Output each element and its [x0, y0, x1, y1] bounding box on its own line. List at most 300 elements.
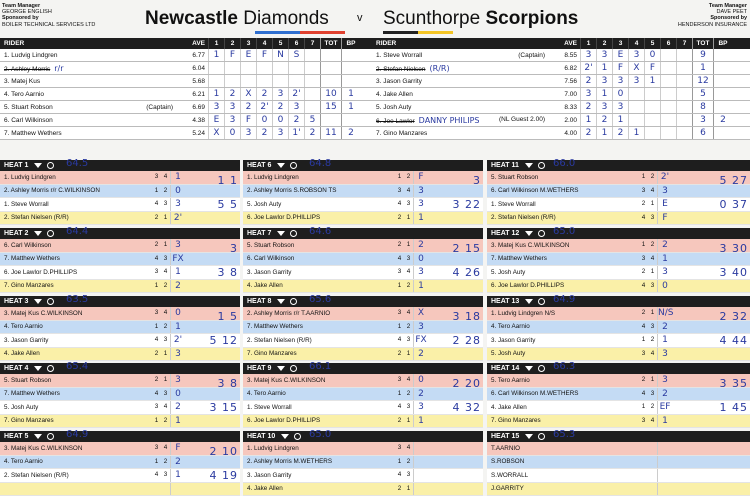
heat-rider-name: 6. Carl Wilkinson M.WETHERS	[487, 187, 639, 194]
heat-score-cell: 3	[580, 88, 596, 100]
heat-score-cell: 3	[272, 88, 288, 100]
heat-time: 65.6	[309, 294, 331, 305]
heat-rider-name: 1. Ludvig Lindgren	[243, 445, 395, 452]
heat-rider-score: 3	[413, 401, 428, 414]
heat-rider-name: 6. Carl Wilkinson	[0, 242, 152, 249]
heat-card	[243, 160, 483, 224]
heat-rider-name: 1. Steve Worrall	[243, 404, 395, 411]
heat-rider-name: 7. Gino Manzares	[0, 282, 152, 289]
heat-rider-score: 3	[657, 374, 672, 387]
heat-header	[243, 228, 483, 239]
heat-score-cell: 2	[272, 101, 288, 113]
heat-rider-name: 3. Jason Garrity	[0, 337, 152, 344]
heat-rider-score: 3	[657, 185, 672, 198]
rider-row	[372, 75, 750, 88]
rider-name-cell	[0, 52, 175, 59]
heat-rider-row	[243, 348, 483, 362]
heat-header	[243, 296, 483, 307]
clock-icon	[47, 162, 54, 169]
heat-rider-row	[487, 307, 750, 321]
rider-name: 1. Steve Worrall	[376, 52, 422, 59]
heat-score-cell: 3	[288, 101, 304, 113]
gate-number: 2	[395, 212, 404, 225]
heat-label: HEAT 7	[247, 230, 271, 237]
heat-score-cell	[628, 88, 644, 100]
heat-score-cell: 5	[304, 114, 320, 126]
heat-rider-score: 2'	[170, 212, 185, 225]
gate-number: 4	[639, 280, 648, 293]
gate-number: 3	[404, 401, 413, 414]
rider-bonus-points	[713, 101, 732, 113]
dropdown-triangle-icon	[34, 163, 42, 168]
heat-rider-score	[657, 469, 672, 482]
heat-score-cell: F	[224, 49, 240, 61]
clock-icon	[47, 365, 54, 372]
heat-rider-row	[487, 483, 750, 496]
heat-rider-name: 4. Tero Aarnio	[0, 323, 152, 330]
gate-number: 2	[395, 483, 404, 496]
gate-number: 3	[639, 253, 648, 266]
heat-rider-row	[243, 442, 483, 456]
gate-number: 3	[404, 198, 413, 211]
heat-rider-row	[0, 442, 240, 456]
rider-row	[0, 114, 374, 127]
heat-score-cell	[304, 75, 320, 87]
heat-rider-score	[657, 483, 672, 496]
rider-row	[372, 114, 750, 127]
heat-score-cell: 1	[596, 62, 612, 74]
heat-rider-score: 1	[170, 266, 185, 279]
gate-number: 3	[152, 266, 161, 279]
rider-bonus-points	[341, 114, 360, 126]
heat-score-cell	[644, 127, 660, 139]
heat-rider-row	[0, 171, 240, 185]
heat-rider-row	[0, 239, 240, 253]
heat-rider-score: F	[170, 442, 185, 455]
gate-number: 2	[639, 307, 648, 320]
heat-away-total: 4 19	[210, 469, 239, 482]
heat-rider-row	[0, 253, 240, 267]
heat-away-total: 1 45	[720, 401, 749, 414]
heat-score-cell: X	[240, 88, 256, 100]
heat-rider-score	[657, 442, 672, 455]
heat-card	[243, 363, 483, 427]
rider-total: 15	[320, 101, 341, 113]
rider-average: 6.21	[175, 91, 208, 98]
gate-number: 4	[152, 253, 161, 266]
heat-column-header-6: 6	[288, 38, 304, 49]
heat-rider-name: 2. Stefan Nielsen (R/R)	[0, 214, 152, 221]
heat-rider-score: 2	[657, 388, 672, 401]
heat-score-cell: 1	[580, 114, 596, 126]
heat-rider-score: 2	[413, 239, 428, 252]
rider-average: 7.56	[547, 78, 580, 85]
gate-number: 4	[161, 307, 170, 320]
heat-rider-score: 3	[170, 374, 185, 387]
heat-rider-name: 6. Carl Wilkinson	[243, 255, 395, 262]
heat-rider-row	[487, 415, 750, 429]
home-sponsor-name: BOILER TECHNICAL SERVICES LTD	[2, 22, 95, 28]
rider-bonus-points	[341, 75, 360, 87]
heat-rider-row	[0, 334, 240, 348]
rider-name-cell	[0, 91, 175, 98]
heat-score-cell: 2'	[288, 88, 304, 100]
rider-name: 2. Ashley Morris	[4, 66, 50, 73]
rider-average: 5.24	[175, 130, 208, 137]
away-manager-block	[678, 3, 747, 28]
heat-away-total: 3 22	[453, 198, 482, 211]
heat-score-cell: 3	[612, 75, 628, 87]
heat-score-cell: 1	[208, 49, 224, 61]
heat-home-total: 3 35	[720, 377, 749, 390]
rider-row	[372, 88, 750, 101]
gate-number: 1	[648, 374, 657, 387]
rider-column-header: RIDER	[372, 40, 547, 47]
gate-number: 4	[648, 415, 657, 428]
rider-total: 9	[692, 49, 713, 61]
heat-rider-name: 3. Matej Kus C.WILKINSON	[0, 445, 152, 452]
heat-rider-score: E	[657, 198, 672, 211]
heat-rider-name: 5. Josh Auty	[487, 269, 639, 276]
heat-rider-row	[487, 239, 750, 253]
heat-time: 65.0	[553, 226, 575, 237]
gate-number: 4	[161, 266, 170, 279]
heat-score-cell: 1	[596, 127, 612, 139]
heat-score-cell: 2	[580, 75, 596, 87]
heat-rider-name: 4. Tero Aarnio	[243, 390, 395, 397]
heat-score-cell	[676, 62, 692, 74]
rider-bonus-points: 2	[713, 114, 732, 126]
heat-rider-score: 1	[657, 415, 672, 428]
dropdown-triangle-icon	[281, 434, 289, 439]
heat-rider-row	[243, 401, 483, 415]
heat-score-cell	[288, 75, 304, 87]
gate-number	[639, 442, 648, 455]
rider-name-cell	[0, 117, 175, 124]
heat-rider-row	[0, 185, 240, 199]
heat-score-cell: 0	[272, 114, 288, 126]
gate-number: 2	[648, 401, 657, 414]
heat-rider-name: 3. Matej Kus C.WILKINSON	[487, 242, 639, 249]
gate-number: 2	[395, 415, 404, 428]
heat-score-cell	[660, 101, 676, 113]
heat-rider-name: 7. Matthew Wethers	[0, 255, 152, 262]
gate-number: 3	[648, 212, 657, 225]
rider-table-header	[372, 38, 750, 49]
heat-card	[0, 363, 240, 427]
rider-bonus-points: 2	[341, 127, 360, 139]
heat-rider-name: 7. Gino Manzares	[487, 417, 639, 424]
heat-rider-row	[243, 415, 483, 429]
rider-row	[372, 127, 750, 140]
heat-rider-row	[243, 374, 483, 388]
heat-score-cell	[644, 114, 660, 126]
heat-rider-name: 5. Josh Auty	[0, 404, 152, 411]
gate-number: 2	[648, 239, 657, 252]
dropdown-triangle-icon	[525, 163, 533, 168]
rider-name: 6. Joe Lawlor	[376, 118, 415, 125]
heat-column-header-7: 7	[304, 38, 320, 49]
heat-rider-score: 3	[657, 266, 672, 279]
heat-card	[487, 296, 750, 360]
rider-average: 2.00	[547, 117, 580, 124]
heat-score-cell: F	[644, 62, 660, 74]
gate-number: 3	[161, 198, 170, 211]
gate-number: 1	[161, 374, 170, 387]
heat-score-cell	[660, 62, 676, 74]
rider-average: 5.68	[175, 78, 208, 85]
heat-header	[243, 160, 483, 171]
heat-header	[487, 160, 750, 171]
gate-number: 2	[648, 334, 657, 347]
gate-number: 4	[395, 401, 404, 414]
heat-score-cell	[224, 75, 240, 87]
heat-column-header-5: 5	[644, 38, 660, 49]
away-team-name: Scorpions	[485, 8, 578, 29]
heat-card	[243, 296, 483, 360]
heat-rider-row	[243, 469, 483, 483]
gate-number: 1	[152, 321, 161, 334]
heat-rider-score: X	[413, 307, 428, 320]
heat-score-cell: 2	[256, 127, 272, 139]
clock-icon	[538, 298, 545, 305]
rider-column-header: RIDER	[0, 40, 175, 47]
heat-card	[487, 431, 750, 495]
rider-name: 6. Carl Wilkinson	[4, 117, 53, 124]
heat-away-total: 3 8	[218, 266, 239, 279]
heat-label: HEAT 13	[491, 298, 519, 305]
heat-score-cell: 3	[580, 49, 596, 61]
home-sponsor-label: Sponsored by	[2, 15, 95, 21]
heat-rider-row	[0, 374, 240, 388]
gate-number: 3	[152, 171, 161, 184]
gate-number: 1	[639, 171, 648, 184]
heat-time: 66.1	[309, 361, 331, 372]
heat-time: 65.4	[66, 361, 88, 372]
heat-rider-name: 2. Ashley Morris r/r C.WILKINSON	[0, 187, 152, 194]
gate-number: 1	[395, 388, 404, 401]
away-rider-table	[372, 38, 750, 140]
gate-number: 1	[395, 171, 404, 184]
away-manager-label: Team Manager	[678, 3, 747, 9]
heat-rider-score: 3	[170, 239, 185, 252]
clock-icon	[290, 162, 297, 169]
heat-rider-row	[243, 239, 483, 253]
heat-score-cell: N	[272, 49, 288, 61]
heat-score-cell	[272, 75, 288, 87]
clock-icon	[538, 230, 545, 237]
heat-rider-name: 5. Stuart Robson	[0, 377, 152, 384]
heat-rider-score: 0	[170, 388, 185, 401]
heat-score-cell: 3	[208, 101, 224, 113]
heat-rider-row	[243, 483, 483, 496]
heat-rider-name: 4. Jake Allen	[0, 350, 152, 357]
rider-total	[320, 49, 341, 61]
heat-rider-score: F	[413, 171, 428, 184]
rider-name: 1. Ludvig Lindgren	[4, 52, 58, 59]
heat-score-cell: 3	[224, 114, 240, 126]
heat-rider-row	[243, 171, 483, 185]
heat-time: 64.8	[309, 158, 331, 169]
heat-rider-row	[487, 334, 750, 348]
gate-number	[152, 483, 161, 496]
rider-total: 5	[692, 88, 713, 100]
heat-score-cell	[256, 75, 272, 87]
heat-score-cell	[660, 114, 676, 126]
heat-rider-name: 4. Jake Allen	[487, 404, 639, 411]
heat-rider-score: 1	[657, 253, 672, 266]
dropdown-triangle-icon	[525, 231, 533, 236]
rider-name: 3. Matej Kus	[4, 78, 40, 85]
heat-label: HEAT 8	[247, 298, 271, 305]
heat-time: 66.3	[553, 361, 575, 372]
heat-rider-name: 5. Stuart Robson	[243, 242, 395, 249]
heat-column-header-6: 6	[660, 38, 676, 49]
heat-rider-score: 0	[657, 280, 672, 293]
heat-score-cell: 2	[288, 114, 304, 126]
heat-rider-score: 1	[170, 171, 185, 184]
heat-rider-row	[487, 321, 750, 335]
heat-rider-score	[170, 483, 185, 496]
heat-rider-score: 1	[170, 415, 185, 428]
heat-score-cell: 2	[596, 114, 612, 126]
heat-label: HEAT 5	[4, 433, 28, 440]
rider-total: 3	[692, 114, 713, 126]
versus-label: v	[357, 12, 363, 24]
heat-score-cell: 3	[628, 49, 644, 61]
gate-number: 1	[395, 321, 404, 334]
heat-rider-score: 3	[413, 198, 428, 211]
heat-score-cell	[660, 127, 676, 139]
heat-rider-name: S.ROBSON	[487, 458, 639, 465]
heat-card	[487, 228, 750, 292]
heat-rider-name: 2. Ashley Morris M.WETHERS	[243, 458, 395, 465]
away-colour-bar-yellow	[418, 31, 453, 34]
rider-row	[0, 49, 374, 62]
gate-number: 3	[161, 469, 170, 482]
heat-score-cell: 3	[596, 101, 612, 113]
heat-score-cell	[628, 114, 644, 126]
gate-number: 4	[404, 266, 413, 279]
gate-number: 2	[404, 321, 413, 334]
heat-rider-score: N/S	[657, 307, 672, 320]
heat-score-cell	[272, 62, 288, 74]
heat-rider-name: 5. Tero Aarnio	[487, 377, 639, 384]
gate-number: 3	[395, 307, 404, 320]
gate-number: 1	[395, 280, 404, 293]
heat-header	[487, 296, 750, 307]
heat-score-cell: 3	[240, 127, 256, 139]
heat-time: 64.9	[553, 294, 575, 305]
heat-label: HEAT 15	[491, 433, 519, 440]
heat-rider-row	[487, 388, 750, 402]
gate-number: 3	[648, 280, 657, 293]
heat-column-header-2: 2	[596, 38, 612, 49]
heat-home-total: 2 10	[210, 445, 239, 458]
heat-header	[487, 363, 750, 374]
heat-score-cell: 2	[580, 127, 596, 139]
gate-number: 2	[404, 388, 413, 401]
heat-score-cell	[304, 49, 320, 61]
gate-number: 1	[404, 348, 413, 361]
heat-label: HEAT 2	[4, 230, 28, 237]
heat-rider-score: 2	[413, 388, 428, 401]
ave-column-header: AVE	[175, 40, 208, 47]
heat-rider-score: 3	[657, 348, 672, 361]
gate-number: 4	[161, 442, 170, 455]
gate-number: 4	[639, 321, 648, 334]
gate-number: 4	[404, 442, 413, 455]
rider-total	[320, 62, 341, 74]
programme-header	[0, 0, 750, 38]
heat-rider-row	[487, 456, 750, 470]
heat-rider-score: 1	[413, 280, 428, 293]
gate-number: 4	[152, 198, 161, 211]
home-city: Newcastle	[145, 8, 238, 29]
rider-bonus-points	[341, 49, 360, 61]
heat-score-cell	[304, 62, 320, 74]
gate-number: 2	[152, 212, 161, 225]
heat-time: 65.3	[553, 429, 575, 440]
gate-number	[161, 483, 170, 496]
dropdown-triangle-icon	[277, 231, 285, 236]
heat-header	[243, 431, 483, 442]
heat-column-header-3: 3	[240, 38, 256, 49]
heat-rider-name: 3. Jason Garrity	[487, 337, 639, 344]
rider-total: 8	[692, 101, 713, 113]
heat-card	[487, 363, 750, 427]
heat-card	[0, 228, 240, 292]
heat-header	[0, 160, 240, 171]
heat-rider-name: 4. Jake Allen	[243, 485, 395, 492]
rider-row	[0, 62, 374, 75]
away-sponsor-label: Sponsored by	[678, 15, 747, 21]
rider-total: 10	[320, 88, 341, 100]
heat-score-cell: 3	[272, 127, 288, 139]
dropdown-triangle-icon	[277, 366, 285, 371]
heat-rider-score: 3	[170, 198, 185, 211]
heat-score-cell: 1'	[288, 127, 304, 139]
heat-score-cell: 1	[208, 88, 224, 100]
heat-home-total: 2 20	[453, 377, 482, 390]
dropdown-triangle-icon	[34, 299, 42, 304]
clock-icon	[290, 298, 297, 305]
gate-number: 4	[161, 171, 170, 184]
gate-number: 2	[161, 280, 170, 293]
heat-home-total: 1 5	[218, 310, 239, 323]
heat-rider-score: 1	[657, 334, 672, 347]
rider-average: 8.55	[547, 52, 580, 59]
rider-name-cell	[372, 104, 547, 111]
gate-number: 2	[161, 456, 170, 469]
heat-rider-name: 3. Matej Kus C.WILKINSON	[0, 310, 152, 317]
ave-column-header: AVE	[547, 40, 580, 47]
rider-average: 7.00	[547, 91, 580, 98]
gate-number: 4	[161, 401, 170, 414]
gate-number: 3	[404, 469, 413, 482]
heat-label: HEAT 3	[4, 298, 28, 305]
gate-number: 4	[648, 348, 657, 361]
gate-number: 3	[152, 442, 161, 455]
heat-rider-score: 2'	[170, 334, 185, 347]
heat-header	[243, 363, 483, 374]
rider-name-cell	[0, 130, 175, 137]
rider-name-cell	[372, 130, 547, 137]
heat-score-cell	[676, 127, 692, 139]
rider-row	[372, 49, 750, 62]
heat-label: HEAT 10	[247, 433, 275, 440]
heat-header	[0, 363, 240, 374]
